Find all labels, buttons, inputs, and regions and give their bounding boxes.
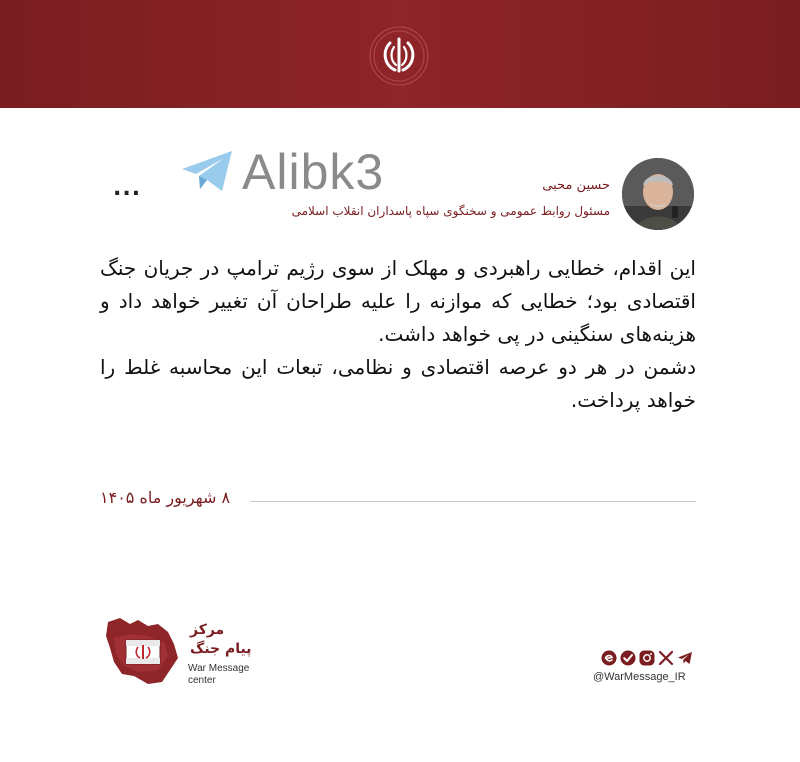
iran-emblem-icon <box>368 25 430 87</box>
instagram-icon[interactable] <box>639 650 655 666</box>
author-title: مسئول روابط عمومی و سخنگوی سپاه پاسداران انقلاب اسلامی <box>291 204 610 218</box>
portrait-image <box>622 158 694 230</box>
quote-text <box>100 252 696 417</box>
x-icon[interactable] <box>658 650 674 666</box>
author-avatar <box>622 158 694 230</box>
social-icons <box>593 648 693 668</box>
post-date: ۸ شهریور ماه ۱۴۰۵ <box>100 488 231 507</box>
brand-title-en-2: center <box>188 675 216 686</box>
watermark <box>180 142 440 202</box>
social-handle[interactable]: @WarMessage_IR <box>593 671 686 683</box>
divider-line <box>250 501 696 502</box>
checkmark-icon[interactable] <box>620 650 636 666</box>
telegram-icon <box>180 149 236 195</box>
eitaa-icon[interactable] <box>601 650 617 666</box>
date-row <box>100 488 696 512</box>
quote-paragraph-2: دشمن در هر دو عرصه اقتصادی و نظامی، تبعات این محاسبه غلط را خواهد پرداخت. <box>100 355 696 412</box>
header-band <box>0 0 800 108</box>
watermark-text: Alibk3 <box>242 144 385 200</box>
author-name: حسین محبی <box>542 178 610 193</box>
telegram-icon[interactable] <box>677 650 693 666</box>
brand-title-en-1: War Message <box>188 663 250 674</box>
iran-map-logo <box>104 614 182 686</box>
more-options-icon[interactable]: ... <box>113 176 142 201</box>
brand-title-fa-1: مرکز <box>190 622 225 638</box>
brand-title-fa-2: پیام جنگ <box>190 641 252 657</box>
quote-paragraph-1: این اقدام، خطایی راهبردی و مهلک از سوی رژیم ترامپ در جریان جنگ اقتصادی بود؛ خطایی که موازنه را علیه طراحان آن تغییر خواهد داد و هزینه‌های سنگینی در پی خواهد داشت. <box>100 256 696 346</box>
